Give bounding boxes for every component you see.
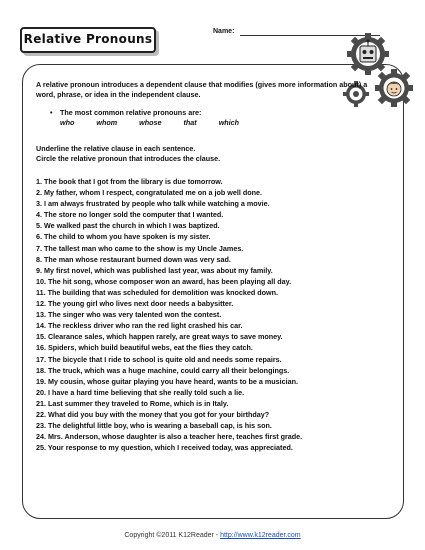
pronoun-bullet	[50, 108, 381, 128]
sentence-item[interactable]: 11. The building that was scheduled for demolition was knocked down.	[36, 287, 279, 297]
instructions	[36, 144, 381, 164]
sentence-item[interactable]: 17. The bicycle that I ride to school is quite old and needs some repairs.	[36, 354, 282, 364]
footer-copyright	[0, 532, 425, 539]
sentence-item[interactable]: 24. Mrs. Anderson, whose daughter is also a teacher here, teaches first grade.	[36, 432, 303, 442]
pronoun-item: which	[218, 118, 240, 127]
boy-face-icon	[387, 82, 401, 96]
sentence-item[interactable]: 25. Your response to my question, which I received today, was appreciated.	[36, 443, 293, 453]
bullet-text: The most common relative pronouns are:	[60, 108, 202, 117]
sentence-item[interactable]: 20. I have a hard time believing that she really told such a lie.	[36, 387, 245, 397]
sentence-item[interactable]: 4. The store no longer sold the computer that I wanted.	[36, 210, 224, 220]
sentence-item[interactable]: 14. The reckless driver who ran the red light crashed his car.	[36, 321, 243, 331]
title-box	[20, 27, 156, 53]
sentence-list	[36, 176, 381, 453]
sentence-item[interactable]: 5. We walked past the church in which I was baptized.	[36, 221, 220, 231]
sentence-item[interactable]: 10. The hit song, whose composer won an award, has been playing all day.	[36, 276, 292, 286]
sentence-item[interactable]: 12. The young girl who lives next door needs a babysitter.	[36, 299, 234, 309]
sentence-item[interactable]: 7. The tallest man who came to the show is my Uncle James.	[36, 243, 244, 253]
worksheet-content	[36, 80, 381, 453]
sentence-item[interactable]: 15. Clearance sales, which happen rarely, are great ways to save money.	[36, 332, 283, 342]
sentence-item[interactable]: 22. What did you buy with the money that you got for your birthday?	[36, 409, 270, 419]
instruction-line: Circle the relative pronoun that introduces the clause.	[36, 154, 221, 163]
sentence-item[interactable]: 1. The book that I got from the library is due tomorrow.	[36, 177, 223, 186]
sentence-item[interactable]: 6. The child to whom you have spoken is my sister.	[36, 232, 211, 242]
sentence-item[interactable]: 13. The singer who was very talented won the contest.	[36, 310, 222, 320]
sentence-item[interactable]: 2. My father, whom I respect, congratulated me on a job well done.	[36, 188, 263, 198]
sentence-item[interactable]: 3. I am always frustrated by people who talk while watching a movie.	[36, 199, 270, 209]
sentence-item[interactable]: 16. Spiders, which build beautiful webs, eat the flies they catch.	[36, 343, 253, 353]
bullet-icon: •	[50, 108, 53, 117]
sentence-item[interactable]: 21. Last summer they traveled to Rome, which is in Italy.	[36, 398, 229, 408]
sentence-item[interactable]: 19. My cousin, whose guitar playing you have heard, wants to be a musician.	[36, 376, 299, 386]
instruction-line: Underline the relative clause in each sentence.	[36, 144, 196, 153]
copyright-text: Copyright ©2011 K12Reader -	[124, 532, 221, 539]
pronoun-item: whom	[96, 118, 118, 127]
intro-paragraph: A relative pronoun introduces a dependent clause that modifies (gives more information about) a word, phrase, or idea in the independent clause.	[36, 80, 368, 99]
sentence-item[interactable]: 18. The truck, which was a huge machine, could carry all their belongings.	[36, 365, 290, 375]
sentence-item[interactable]: 9. My first novel, which was published last year, was about my family.	[36, 265, 273, 275]
sentence-item[interactable]: 23. The delightful little boy, who is wearing a baseball cap, is his son.	[36, 421, 272, 431]
pronoun-item: that	[183, 118, 197, 127]
pronoun-list	[60, 118, 381, 128]
pronoun-item: whose	[139, 118, 162, 127]
sentence-item[interactable]: 8. The man whose restaurant burned down was very sad.	[36, 254, 231, 264]
page-title: Relative Pronouns	[23, 32, 153, 46]
name-label: Name:	[213, 28, 235, 35]
footer-link[interactable]: http://www.k12reader.com	[220, 532, 301, 539]
pronoun-item: who	[60, 118, 75, 127]
